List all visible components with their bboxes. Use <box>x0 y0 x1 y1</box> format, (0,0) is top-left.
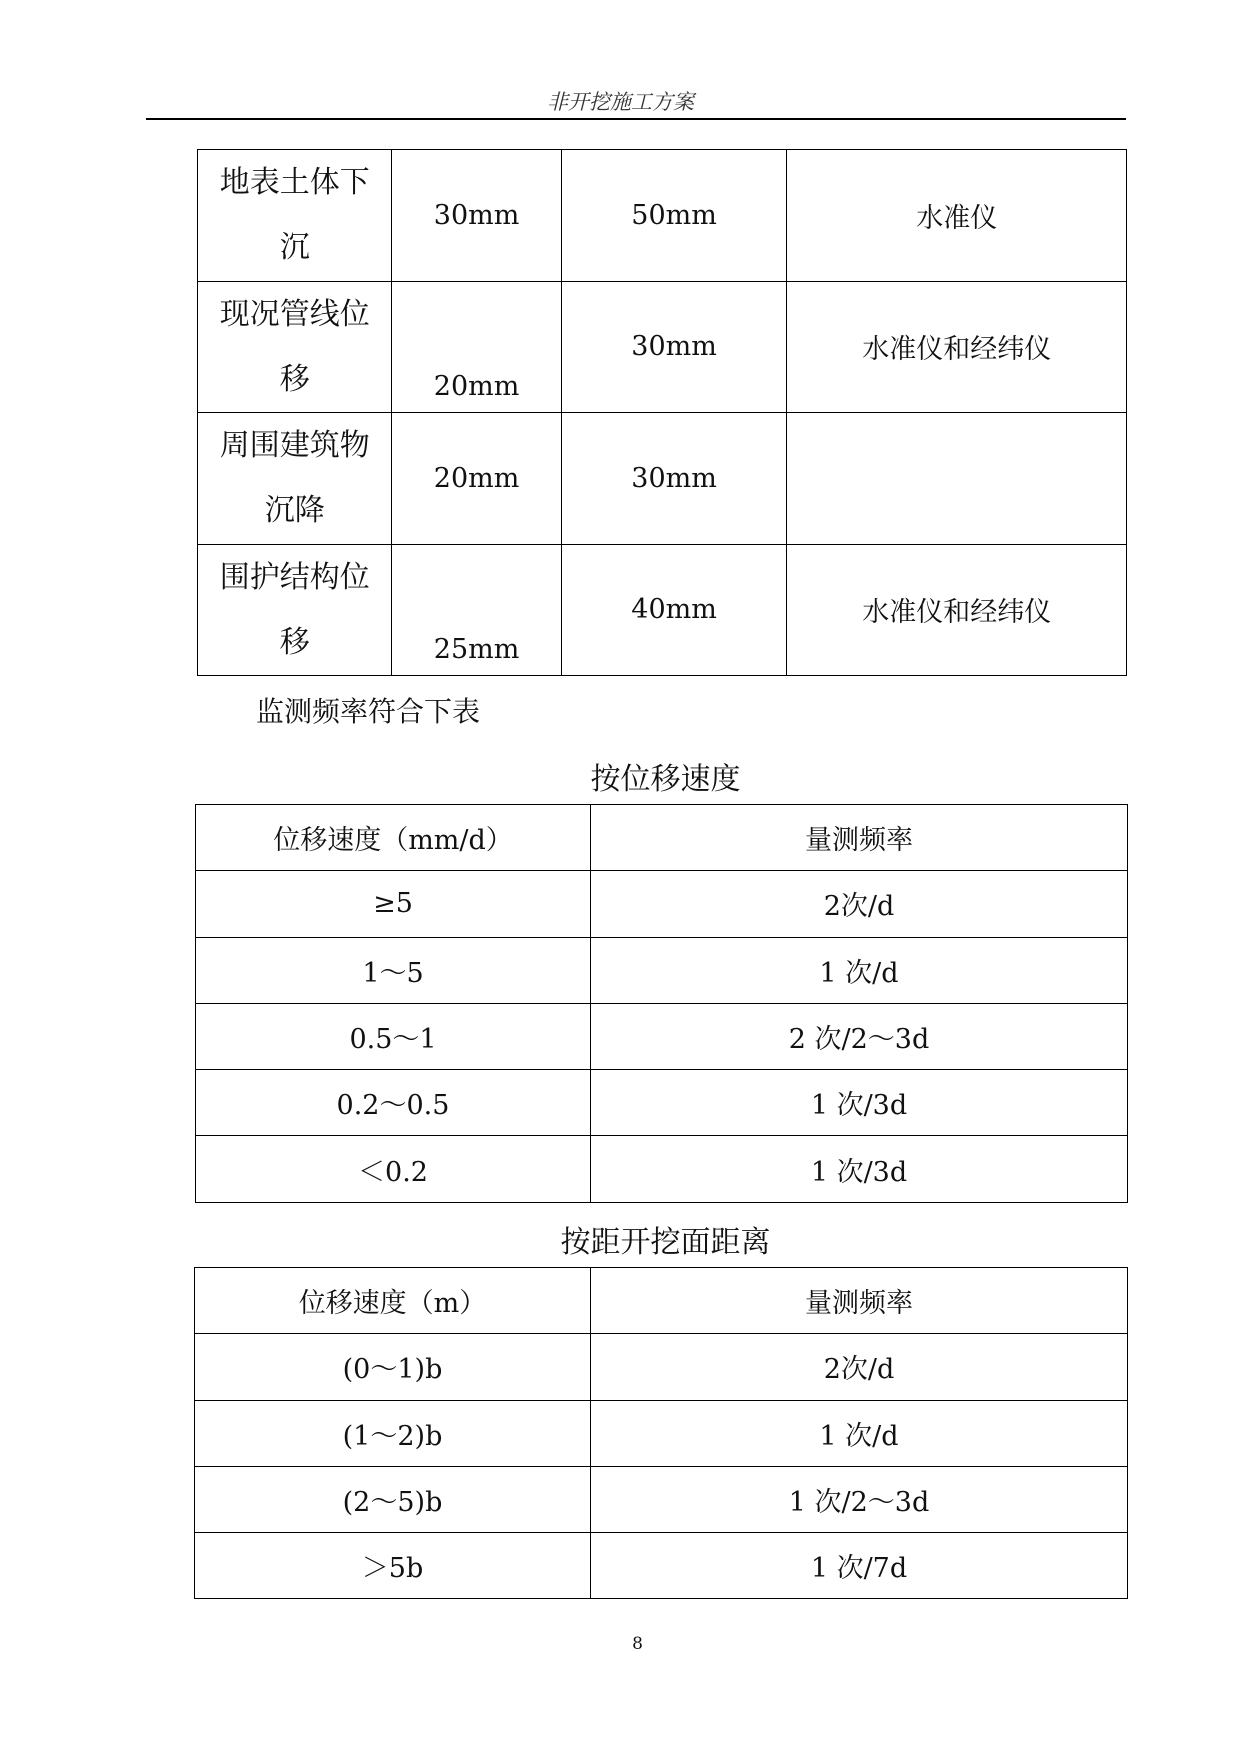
page-number: 8 <box>632 1634 643 1654</box>
frequency-cell: 2 次/2～3d <box>591 1003 1128 1069</box>
warning-value-cell: 30mm <box>392 150 561 282</box>
header-rule <box>146 118 1126 120</box>
frequency-cell: 2次/d <box>591 871 1128 937</box>
limit-value-cell: 30mm <box>561 281 787 413</box>
column-header: 量测频率 <box>591 805 1128 871</box>
table-row <box>195 1533 1128 1599</box>
monitor-item-cell: 现况管线位移 <box>198 281 392 413</box>
table-row <box>196 1136 1128 1202</box>
frequency-by-speed-table <box>195 804 1128 1203</box>
warning-value-cell: 20mm <box>392 281 561 413</box>
instrument-cell <box>787 413 1127 545</box>
distance-cell: (2～5)b <box>195 1466 591 1532</box>
table-row <box>198 413 1127 545</box>
limit-value-cell: 30mm <box>561 413 787 545</box>
table-row <box>195 1400 1128 1466</box>
table-row <box>196 871 1128 937</box>
frequency-cell: 1 次/7d <box>591 1533 1128 1599</box>
table-row <box>195 1334 1128 1400</box>
table-row <box>198 281 1127 413</box>
instrument-cell: 水准仪和经纬仪 <box>787 544 1127 676</box>
document-header-title: 非开挖施工方案 <box>547 90 694 114</box>
warning-value-cell: 25mm <box>392 544 561 676</box>
frequency-cell: 1 次/3d <box>591 1070 1128 1136</box>
speed-cell: 0.2～0.5 <box>196 1070 591 1136</box>
frequency-cell: 2次/d <box>591 1334 1128 1400</box>
frequency-by-distance-table <box>194 1267 1128 1599</box>
instrument-cell: 水准仪 <box>787 150 1127 282</box>
frequency-cell: 1 次/2～3d <box>591 1466 1128 1532</box>
speed-cell: 1～5 <box>196 937 591 1003</box>
frequency-cell: 1 次/3d <box>591 1136 1128 1202</box>
speed-table-caption: 按位移速度 <box>590 762 741 797</box>
table-row <box>198 544 1127 676</box>
limit-value-cell: 40mm <box>561 544 787 676</box>
instrument-cell: 水准仪和经纬仪 <box>787 281 1127 413</box>
table-row <box>196 1070 1128 1136</box>
column-header: 位移速度（m） <box>195 1268 591 1334</box>
monitor-item-cell: 围护结构位移 <box>198 544 392 676</box>
limit-value-cell: 50mm <box>561 150 787 282</box>
frequency-cell: 1 次/d <box>591 1400 1128 1466</box>
frequency-cell: 1 次/d <box>591 937 1128 1003</box>
speed-cell: 0.5～1 <box>196 1003 591 1069</box>
table-header-row <box>195 1268 1128 1334</box>
distance-cell: (1～2)b <box>195 1400 591 1466</box>
table-row <box>198 150 1127 282</box>
table-row <box>195 1466 1128 1532</box>
monitor-item-cell: 周围建筑物沉降 <box>198 413 392 545</box>
column-header: 位移速度（mm/d） <box>196 805 591 871</box>
speed-cell: ≥5 <box>196 871 591 937</box>
speed-cell: ＜0.2 <box>196 1136 591 1202</box>
distance-cell: ＞5b <box>195 1533 591 1599</box>
deformation-limits-table <box>197 149 1127 676</box>
frequency-paragraph: 监测频率符合下表 <box>256 695 481 728</box>
column-header: 量测频率 <box>591 1268 1128 1334</box>
table-row <box>196 1003 1128 1069</box>
distance-table-caption: 按距开挖面距离 <box>560 1225 771 1260</box>
monitor-item-cell: 地表土体下沉 <box>198 150 392 282</box>
distance-cell: (0～1)b <box>195 1334 591 1400</box>
table-row <box>196 937 1128 1003</box>
warning-value-cell: 20mm <box>392 413 561 545</box>
table-header-row <box>196 805 1128 871</box>
